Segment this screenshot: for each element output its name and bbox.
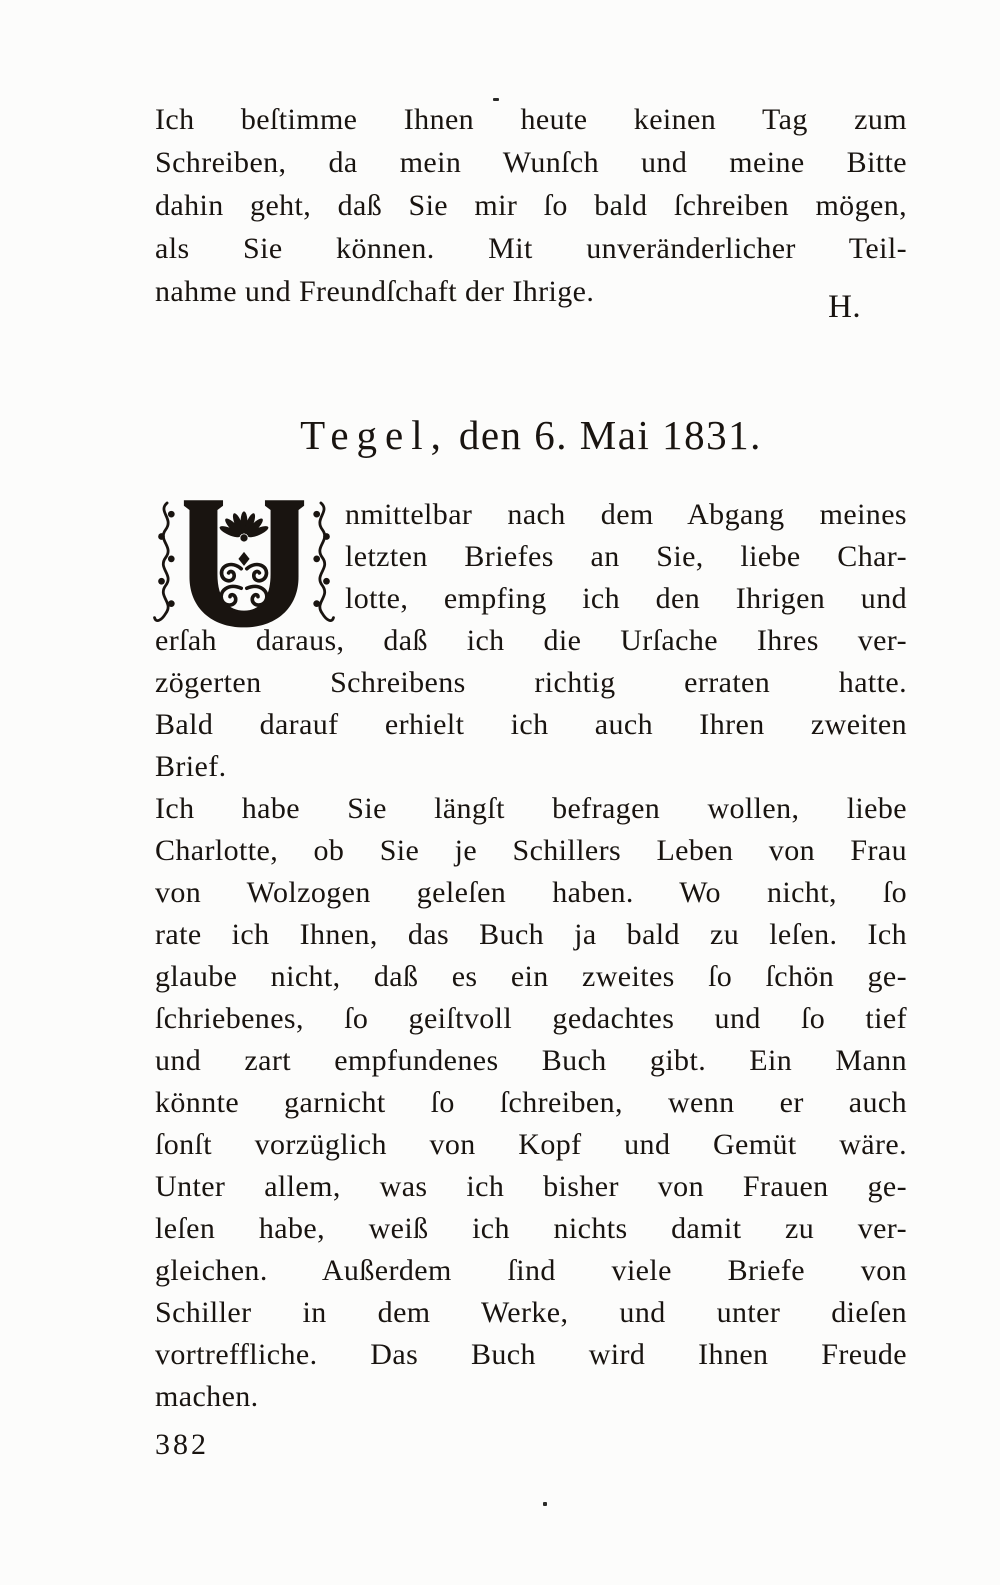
text-line: letzten Briefes an Sie, liebe Char- xyxy=(345,540,907,573)
text-line: Unter allem, was ich bisher von Frauen ge- xyxy=(155,1170,907,1203)
text-line: gleichen. Außerdem ſind viele Briefe von xyxy=(155,1254,907,1287)
text-line: als Sie können. Mit unveränderlicher Teil- xyxy=(155,232,907,265)
text-line: nmittelbar nach dem Abgang meines xyxy=(345,498,907,531)
text-line: ſonſt vorzüglich von Kopf und Gemüt wäre. xyxy=(155,1128,907,1161)
text-line: zögerten Schreibens richtig erraten hatte. xyxy=(155,666,907,699)
text-line: Ich habe Sie längſt befragen wollen, liebe xyxy=(155,792,907,825)
text-line: glaube nicht, daß es ein zweites ſo ſchön ge- xyxy=(155,960,907,993)
text-line: machen. xyxy=(155,1380,259,1413)
text-line: lotte, empfing ich den Ihrigen und xyxy=(345,582,907,615)
text-line: leſen habe, weiß ich nichts damit zu ver- xyxy=(155,1212,907,1245)
closing-paragraph xyxy=(155,0,907,329)
text-line: vortreffliche. Das Buch wird Ihnen Freude xyxy=(155,1338,907,1371)
scan-speck xyxy=(543,1502,547,1506)
text-column xyxy=(155,0,907,1462)
text-line: Ich beſtimme Ihnen heute keinen Tag zum xyxy=(155,103,907,136)
letter-body xyxy=(155,494,907,1418)
text-line: rate ich Ihnen, das Buch ja bald zu leſen. Ich xyxy=(155,918,907,951)
text-line: nahme und Freundſchaft der Ihrige. xyxy=(155,275,595,308)
page-number: 382 xyxy=(155,1428,209,1461)
drop-cap-initial-U xyxy=(153,496,335,616)
text-line: von Wolzogen geleſen haben. Wo nicht, ſo xyxy=(155,876,907,909)
text-line: Charlotte, ob Sie je Schillers Leben von Frau xyxy=(155,834,907,867)
text-line: dahin geht, daß Sie mir ſo bald ſchreiben mögen, xyxy=(155,189,907,222)
text-line: ſchriebenes, ſo geiſtvoll gedachtes und ſo tief xyxy=(155,1002,907,1035)
dateline-place: Tegel, xyxy=(300,412,449,458)
dateline-date: den 6. Mai 1831. xyxy=(458,412,762,458)
text-line: könnte garnicht ſo ſchreiben, wenn er auch xyxy=(155,1086,907,1119)
text-line: Schreiben, da mein Wunſch und meine Bitte xyxy=(155,146,907,179)
text-line: erſah daraus, daß ich die Urſache Ihres ver- xyxy=(155,624,907,657)
text-line: und zart empfundenes Buch gibt. Ein Mann xyxy=(155,1044,907,1077)
text-line: Schiller in dem Werke, und unter dieſen xyxy=(155,1296,907,1329)
text-line: Brief. xyxy=(155,750,227,783)
dateline-heading xyxy=(155,409,907,461)
signature-initial: H. xyxy=(828,289,861,325)
decorative-initial-U-ornament xyxy=(153,496,335,633)
text-line: Bald darauf erhielt ich auch Ihren zweiten xyxy=(155,708,907,741)
